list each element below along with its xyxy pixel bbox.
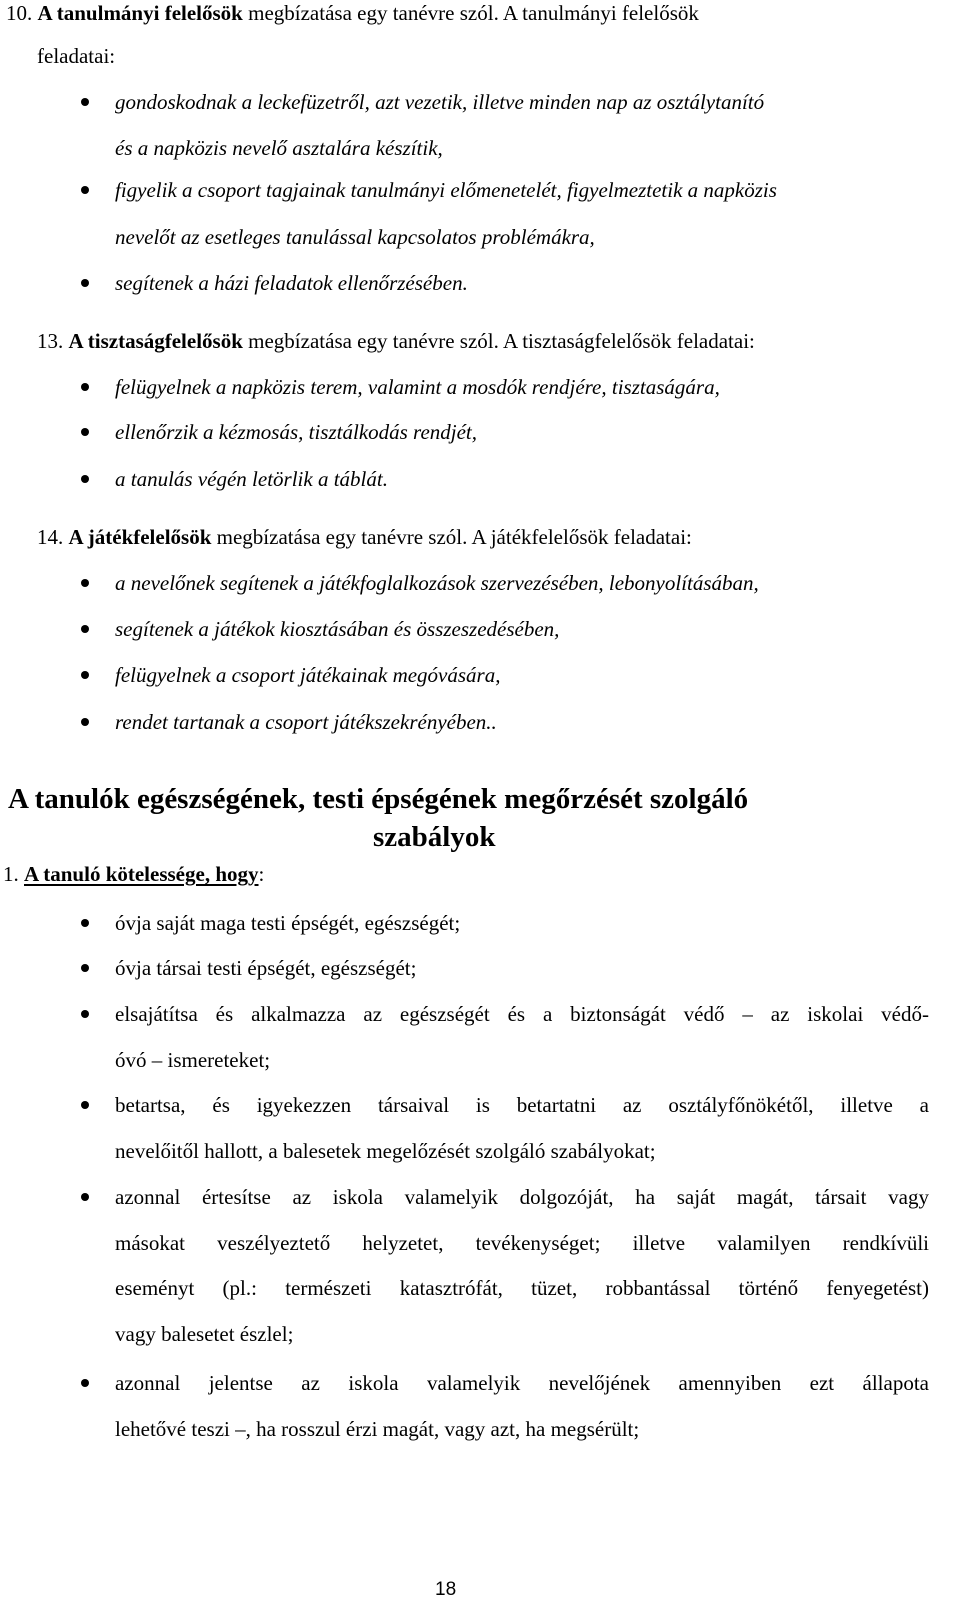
list-item: a nevelőnek segítenek a játékfoglalkozások szervezésében, lebonyolításában, (115, 571, 759, 595)
chapter-heading-line2: szabályok (373, 821, 496, 853)
section-intro-text: megbízatása egy tanévre szól. A tanulmányi felelősök (242, 1, 699, 25)
section-14-intro (37, 527, 692, 548)
section-number: 13. (37, 329, 69, 353)
list-item-cont: lehetővé teszi –, ha rosszul érzi magát, vagy azt, ha megsérült; (115, 1417, 640, 1441)
list-item: azonnal jelentse az iskola valamelyik nevelőjének amennyiben ezt állapota (115, 1371, 929, 1395)
bullet-icon (81, 1193, 89, 1201)
list-item-cont: eseményt (pl.: természeti katasztrófát, tüzet, robbantással történő fenyegetést) (115, 1276, 929, 1300)
section-13-intro (37, 331, 755, 352)
page-number: 18 (435, 1579, 457, 1600)
section-intro-text: megbízatása egy tanévre szól. A tisztaságfelelősök feladatai: (242, 329, 755, 353)
list-item: gondoskodnak a leckefüzetről, azt vezetik, illetve minden nap az osztálytanító (115, 90, 765, 114)
list-item-cont: nevelőitől hallott, a balesetek megelőzését szolgáló szabályokat; (115, 1139, 656, 1163)
section-1-intro (3, 864, 264, 885)
section-title: A játékfelelősök (68, 525, 212, 549)
bullet-icon (81, 919, 89, 927)
list-item-cont: másokat veszélyeztető helyzetet, tevékenységet; illetve valamilyen rendkívüli (115, 1231, 929, 1255)
section-title: A tisztaságfelelősök (68, 329, 243, 353)
section-title: A tanulmányi felelősök (37, 1, 243, 25)
list-item: rendet tartanak a csoport játékszekrényében.. (115, 710, 497, 734)
section-number: 14. (37, 525, 69, 549)
bullet-icon (81, 383, 89, 391)
list-item: a tanulás végén letörlik a táblát. (115, 467, 388, 491)
list-item: ellenőrzik a kézmosás, tisztálkodás rendjét, (115, 420, 478, 444)
section-intro-text: megbízatása egy tanévre szól. A játékfelelősök feladatai: (211, 525, 692, 549)
list-item: figyelik a csoport tagjainak tanulmányi előmenetelét, figyelmeztetik a napközis (115, 178, 777, 202)
list-item: segítenek a játékok kiosztásában és összeszedésében, (115, 617, 560, 641)
bullet-icon (81, 671, 89, 679)
section-title: A tanuló kötelessége, hogy (24, 862, 259, 886)
list-item-cont: és a napközis nevelő asztalára készítik, (115, 136, 443, 160)
bullet-icon (81, 964, 89, 972)
list-item: elsajátítsa és alkalmazza az egészségét és a biztonságát védő – az iskolai védő- (115, 1002, 929, 1026)
list-item-cont: vagy balesetet észlel; (115, 1322, 294, 1346)
section-number: 10. (6, 1, 38, 25)
list-item-cont: nevelőt az esetleges tanulással kapcsolatos problémákra, (115, 225, 595, 249)
chapter-heading-line1: A tanulók egészségének, testi épségének megőrzését szolgáló (8, 783, 749, 815)
bullet-icon (81, 718, 89, 726)
bullet-icon (81, 428, 89, 436)
bullet-icon (81, 98, 89, 106)
list-item: felügyelnek a csoport játékainak megóvására, (115, 663, 501, 687)
list-item-cont: óvó – ismereteket; (115, 1048, 271, 1072)
bullet-icon (81, 186, 89, 194)
bullet-icon (81, 475, 89, 483)
bullet-icon (81, 1101, 89, 1109)
list-item: óvja társai testi épségét, egészségét; (115, 956, 417, 980)
section-number: 1. (3, 862, 24, 886)
bullet-icon (81, 1379, 89, 1387)
section-colon: : (258, 862, 265, 886)
bullet-icon (81, 1010, 89, 1018)
list-item: segítenek a házi feladatok ellenőrzésében. (115, 271, 468, 295)
list-item: óvja saját maga testi épségét, egészségét; (115, 911, 461, 935)
section-10-intro (6, 3, 699, 24)
list-item: azonnal értesítse az iskola valamelyik dolgozóját, ha saját magát, társait vagy (115, 1185, 929, 1209)
list-item: felügyelnek a napközis terem, valamint a mosdók rendjére, tisztaságára, (115, 375, 720, 399)
bullet-icon (81, 579, 89, 587)
list-item: betartsa, és igyekezzen társaival is betartatni az osztályfőnökétől, illetve a (115, 1093, 929, 1117)
section-10-intro-cont: feladatai: (37, 44, 116, 68)
bullet-icon (81, 625, 89, 633)
bullet-icon (81, 279, 89, 287)
